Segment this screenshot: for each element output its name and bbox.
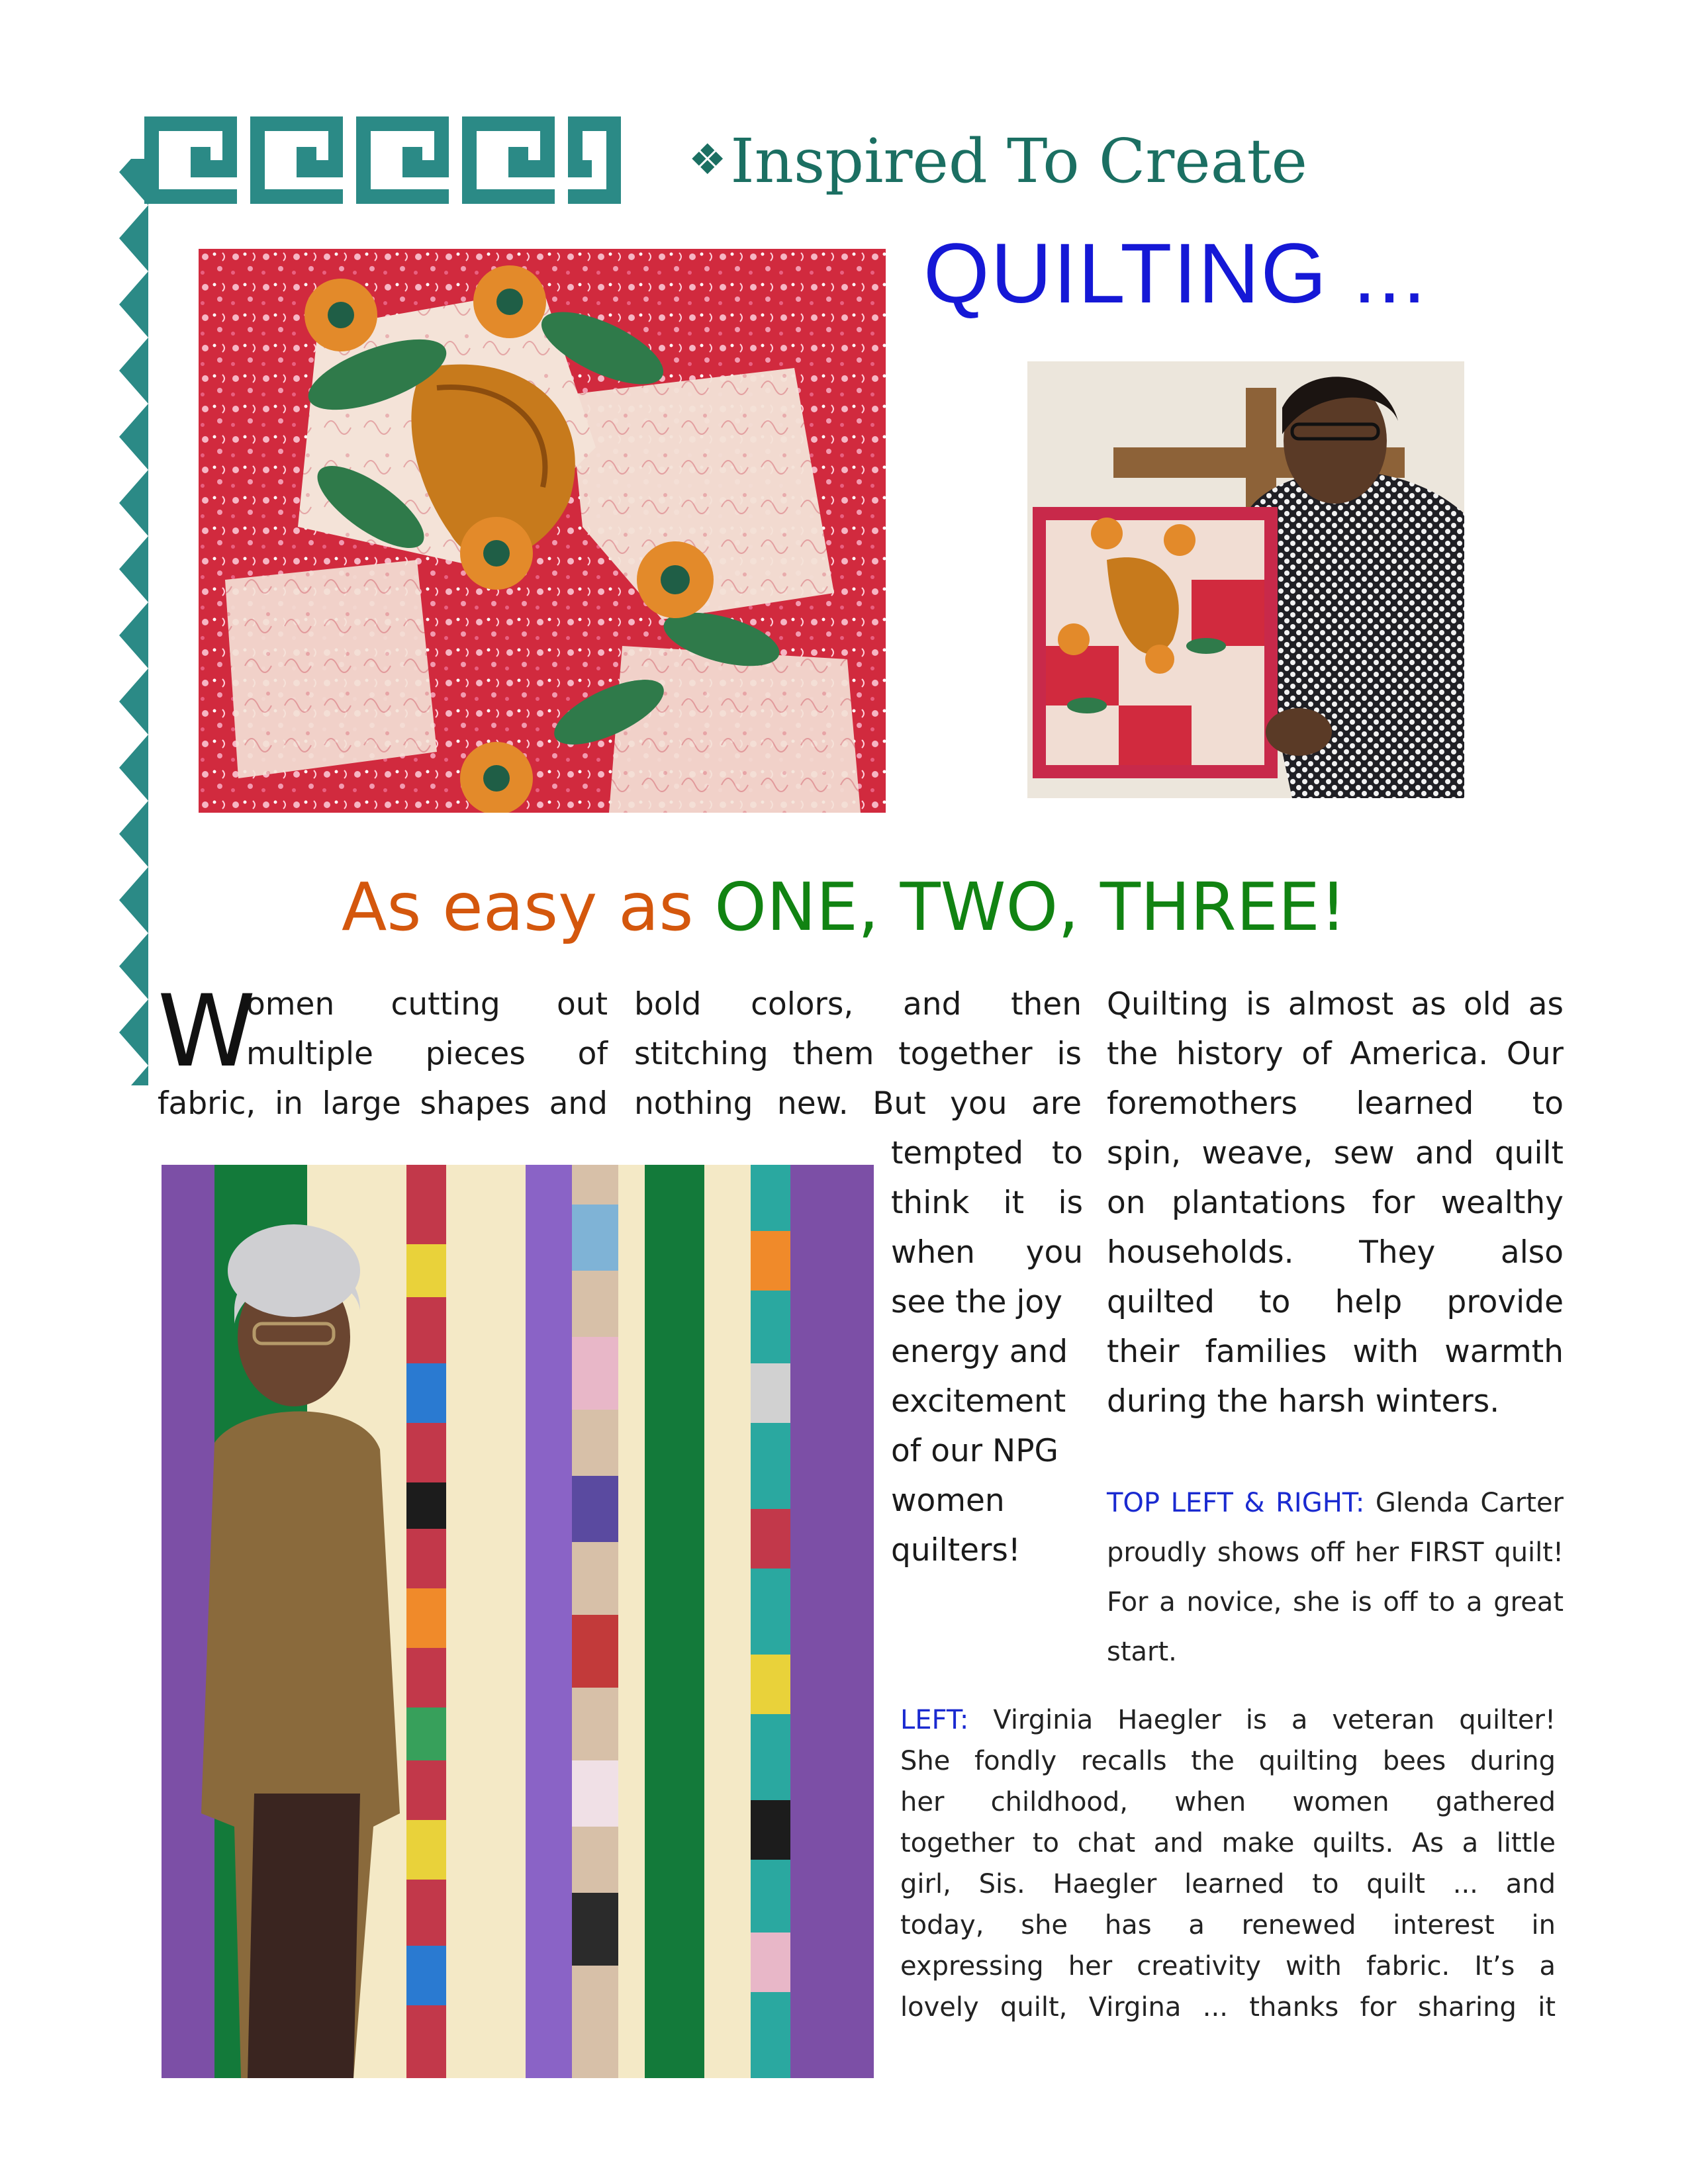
- caption-line: She fondly recalls the quilting bees during: [900, 1746, 1556, 1776]
- glenda-carter-photo: [1027, 361, 1464, 798]
- body-line: during the harsh winters.: [1107, 1383, 1500, 1420]
- article-column-2-continued: [891, 1128, 1083, 1575]
- body-line: excitement: [891, 1383, 1066, 1420]
- body-line: bold colors, and then: [634, 986, 1082, 1023]
- body-line: stitching them together is: [634, 1036, 1082, 1072]
- caption-text: Virginia Haegler is a veteran quilter!: [968, 1705, 1556, 1735]
- body-line: households. They also: [1107, 1234, 1564, 1271]
- caption-line: proudly shows off her FIRST quilt!: [1107, 1537, 1564, 1568]
- body-line: think it is: [891, 1185, 1083, 1221]
- page-title: QUILTING ...: [923, 226, 1428, 321]
- caption-line: For a novice, she is off to a great: [1107, 1587, 1564, 1617]
- body-line: Quilting is almost as old as: [1107, 986, 1564, 1023]
- drop-cap: W: [158, 974, 256, 1089]
- kicker-text: Inspired To Create: [730, 126, 1307, 197]
- virginia-haegler-photo: [162, 1165, 874, 2078]
- photo-caption-top: [1107, 1481, 1564, 1680]
- photo-caption-left: [900, 1700, 1556, 2028]
- zigzag-border: [119, 159, 148, 1085]
- caption-line: her childhood, when women gathered: [900, 1787, 1556, 1817]
- body-line: see the joy: [891, 1284, 1062, 1320]
- body-line: when you: [891, 1234, 1083, 1271]
- body-line: women: [891, 1482, 1005, 1519]
- body-line: fabric, in large shapes and: [158, 1085, 608, 1122]
- caption-line: girl, Sis. Haegler learned to quilt ... and: [900, 1869, 1556, 1899]
- body-line: tempted to: [891, 1135, 1083, 1171]
- section-kicker: [688, 126, 1307, 197]
- body-line: quilters!: [891, 1532, 1021, 1569]
- subheadline: [0, 868, 1688, 946]
- caption-line: expressing her creativity with fabric. It’s a: [900, 1951, 1556, 1981]
- body-line: multiple pieces of: [246, 1036, 608, 1072]
- diamond-bullet-icon: ❖: [688, 136, 727, 185]
- caption-line: start.: [1107, 1637, 1177, 1667]
- body-line: on plantations for wealthy: [1107, 1185, 1564, 1221]
- body-line: of our NPG: [891, 1433, 1058, 1469]
- caption-label: LEFT:: [900, 1705, 969, 1735]
- caption-text: Glenda Carter: [1364, 1488, 1564, 1518]
- caption-label: TOP LEFT & RIGHT:: [1107, 1488, 1365, 1518]
- body-line: the history of America. Our: [1107, 1036, 1564, 1072]
- body-line: quilted to help provide: [1107, 1284, 1564, 1320]
- article-column-2: [634, 979, 1082, 1128]
- quilt-closeup-photo: [199, 249, 886, 813]
- body-line: omen cutting out: [246, 986, 608, 1023]
- body-line: their families with warmth: [1107, 1334, 1564, 1370]
- caption-line: [900, 1700, 1556, 1741]
- article-column-3: [1107, 979, 1564, 1426]
- greek-key-ornament: [144, 116, 621, 204]
- body-line: nothing new. But you are: [634, 1085, 1082, 1122]
- caption-line: [1107, 1481, 1564, 1531]
- body-line: energy and: [891, 1334, 1068, 1370]
- body-line: spin, weave, sew and quilt: [1107, 1135, 1564, 1171]
- article-column-1: [158, 974, 608, 1128]
- subheadline-part-2: ONE, TWO, THREE!: [714, 868, 1347, 946]
- caption-line: lovely quilt, Virgina ... thanks for sharing it: [900, 1992, 1556, 2023]
- subheadline-part-1: As easy as: [341, 868, 715, 946]
- body-line: foremothers learned to: [1107, 1085, 1564, 1122]
- caption-line: today, she has a renewed interest in: [900, 1910, 1556, 1940]
- caption-line: together to chat and make quilts. As a little: [900, 1828, 1556, 1858]
